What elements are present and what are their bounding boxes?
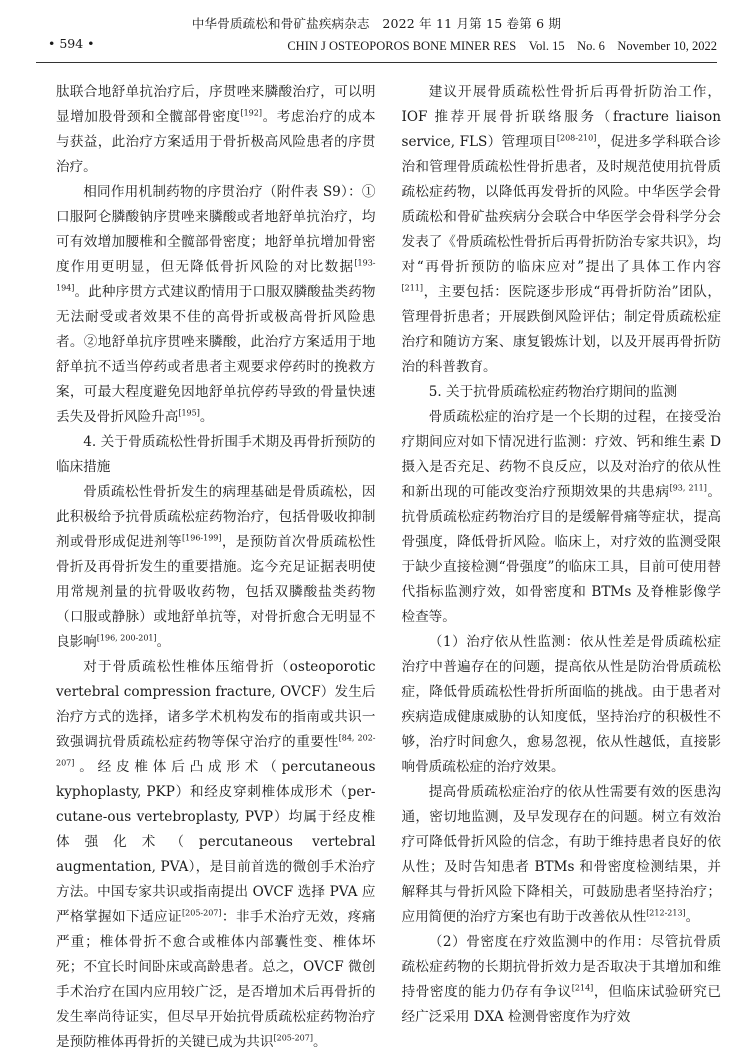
running-header [36,14,717,66]
citation: [84, 202-207] [56,733,376,768]
paragraph: 骨质疏松症的治疗是一个长期的过程，在接受治疗期间应对如下情况进行监测：疗效、钙和维生素 D 摄入是否充足、药物不良反应，以及对治疗的依从性和新出现的可能改变治疗预期效果的共患病[93, 211]。抗骨质疏松症药物治疗目的是缓解骨痛等症状，提高骨强度，降低骨折风险。临床上，对疗效的监测受限于缺少直接检测“骨强度”的临床工具，目前可使用替代指标监测疗效，如骨密度和 BTMs 及脊椎影像学检查等。 [401,409,722,625]
citation: [195] [178,408,200,418]
header-line-2 [36,36,717,54]
paragraph: 提高骨质疏松症治疗的依从性需要有效的医患沟通，密切地监测，及早发现存在的问题。树立有效治疗可降低骨折风险的信念，有助于维持患者良好的依从性；及时告知患者 BTMs 和骨密度检测结果，并解释其与骨折风险下降相关，可鼓励患者坚持治疗；应用简便的治疗方案也有助于改善依从性[212-213]。 [401,784,721,925]
body-columns [56,80,722,1050]
journal-title-cn: 中华骨质疏松和骨矿盐疾病杂志 2022 年 11 月第 15 卷第 6 期 [191,16,562,31]
paragraph: （1）治疗依从性监测：依从性差是骨质疏松症治疗中普遍存在的问题，提高依从性是防治骨质疏松症，降低骨质疏松性骨折所面临的挑战。由于患者对疾病造成健康威胁的认知度低，坚持治疗的积极性不够，治疗时间愈久，愈易忽视，依从性越低，直接影响骨质疏松症的治疗效果。 [401,634,721,775]
left-column [56,80,376,1050]
paragraph: （2）骨密度在疗效监测中的作用：尽管抗骨质疏松症药物的长期抗骨折效力是否取决于其增加和维持骨密度的能力仍存有争议[214]，但临床试验研究已经广泛采用 DXA 检测骨密度作为疗效 [401,934,722,1025]
right-column [401,80,722,1025]
citation: [196-199] [182,533,222,543]
paragraph: 建议开展骨质疏松性骨折后再骨折防治工作，IOF 推荐开展骨折联络服务（fracture liaison service, FLS）管理项目[208-210]，促进多学科联合诊治和管理骨质疏松性骨折患者，及时规范使用抗骨质疏松症药物，以降低再发骨折的风险。中华医学会骨质疏松和骨矿盐疾病分会联合中华医学会骨科学分会发表了《骨质疏松性骨折后再骨折防治专家共识》，均对“再骨折预防的临床应对”提出了具体工作内容[211]，主要包括：医院逐步形成“再骨折防治”团队，管理骨折患者；开展跌倒风险评估；制定骨质疏松症治疗和随访方案、康复锻炼计划，以及开展再骨折防治的科普教育。 [401,84,721,375]
citation: [196, 200-201] [96,633,157,643]
citation: [205-207] [182,908,222,918]
journal-title-en: CHIN J OSTEOPOROS BONE MINER RES Vol. 15 No. 6 November 10, 2022 [287,39,717,53]
page-number: • 594 • [48,36,95,51]
citation: [93, 211] [669,483,707,493]
citation: [205-207] [273,1033,313,1043]
section-heading-5: 5. 关于抗骨质疏松症药物治疗期间的监测 [428,384,678,400]
paragraph: 肽联合地舒单抗治疗后，序贯唑来膦酸治疗，可以明显增加股骨颈和全髋部骨密度[192]。考虑治疗的成本与获益，此治疗方案适用于骨折极高风险患者的序贯治疗。 [56,84,376,175]
citation: [214] [571,983,594,993]
paragraph: 对于骨质疏松性椎体压缩骨折（osteoporotic vertebral compression fracture, OVCF）发生后治疗方式的选择，诸多学术机构发布的指南或共识一致强调抗骨质疏松症药物等保守治疗的重要性[84, 202-207]。经皮椎体后凸成形术（percutaneous kyphoplasty, PKP）和经皮穿刺椎体成形术（per-cutane-ous vertebroplasty, PVP）均属于经皮椎体强化术（percutaneous vertebral augmentation, PVA），是目前首选的微创手术治疗方法。中国专家共识或指南提出 OVCF 选择 PVA 应严格掌握如下适应证[205-207]：非手术治疗无效，疼痛严重；椎体骨折不愈合或椎体内部囊性变、椎体坏死；不宜长时间卧床或高龄患者。总之，OVCF 微创手术治疗在国内应用较广泛，是否增加术后再骨折的发生率尚待证实，但尽早开始抗骨质疏松症药物治疗是预防椎体再骨折的关键已成为共识[205-207]。 [56,659,376,1050]
citation: [208-210] [556,133,597,143]
citation: [192] [240,108,262,118]
header-rule [36,62,717,63]
paragraph: 骨质疏松性骨折发生的病理基础是骨质疏松，因此积极给予抗骨质疏松症药物治疗，包括骨吸收抑制剂或骨形成促进剂等[196-199]，是预防首次骨质疏松性骨折及再骨折发生的重要措施。迄今充足证据表明使用常规剂量的抗骨吸收药物，包括双膦酸盐类药物（口服或静脉）或地舒单抗等，对骨折愈合无明显不良影响[196, 200-201]。 [56,484,376,650]
citation: [193-194] [56,258,376,293]
section-heading-4: 4. 关于骨质疏松性骨折围手术期及再骨折预防的临床措施 [56,434,376,475]
citation: [212-213] [646,908,686,918]
paragraph: 相同作用机制药物的序贯治疗（附件表 S9）：①口服阿仑膦酸钠序贯唑来膦酸或者地舒单抗治疗，均可有效增加腰椎和全髋部骨密度；地舒单抗增加骨密度作用更明显，但无降低骨折风险的对比数据[193-194]。此种序贯方式建议酌情用于口服双膦酸盐类药物无法耐受或者效果不佳的高骨折或极高骨折风险患者。②地舒单抗序贯唑来膦酸，此治疗方案适用于地舒单抗不适当停药或者患者主观要求停药时的挽救方案，可最大程度避免因地舒单抗停药导致的骨量快速丢失及骨折风险升高[195]。 [56,184,376,425]
citation: [211] [401,283,424,293]
